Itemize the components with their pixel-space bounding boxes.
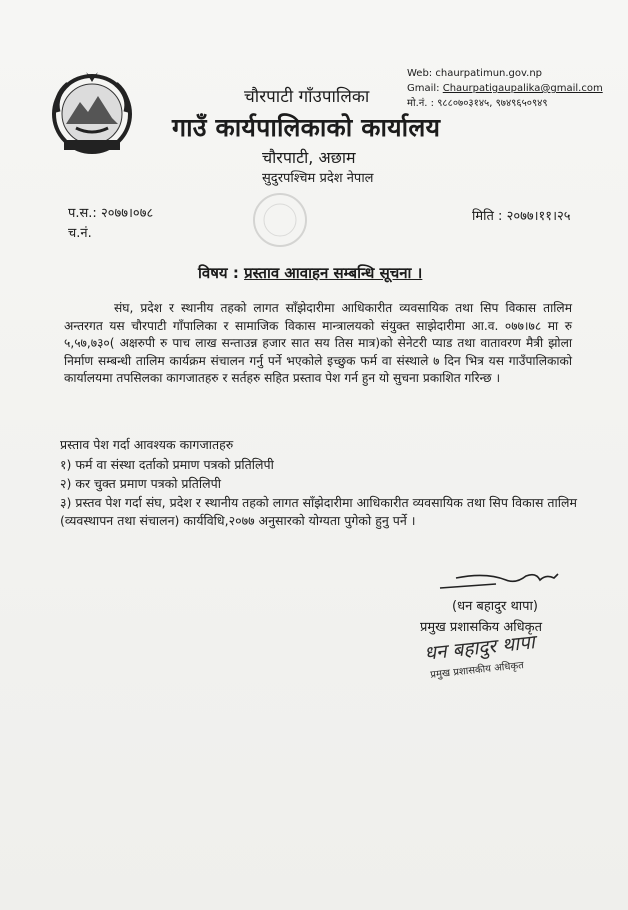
phone-label: मो.नं. : [407,98,438,109]
web-label: Web: [407,68,436,79]
ps-value: २०७७।०७८ [100,206,154,221]
office-title: गाउँ कार्यपालिकाको कार्यालय [172,113,441,142]
faint-stamp-icon [250,190,310,250]
web-link[interactable]: chaurpatimun.gov.np [435,68,543,79]
letter-date [472,206,571,224]
title-stamp: प्रमुख प्रशासकीय अधिकृत [429,660,525,681]
contact-gmail [407,81,603,96]
date-label: मिति : [472,209,503,224]
signatory-title: प्रमुख प्रशासकिय अधिकृत [420,620,543,635]
gmail-label: Gmail: [407,83,443,94]
contact-phone [407,96,603,111]
gmail-link[interactable]: Chaurpatigaupalika@gmail.com [442,83,603,94]
contact-web [407,66,603,81]
signature-icon [436,570,566,594]
office-province: सुदुरपश्चिम प्रदेश नेपाल [262,171,374,186]
subject-text: प्रस्ताव आवाहन सम्बन्धि सूचना । [244,264,423,282]
reference-number [68,203,153,221]
office-place: चौरपाटी, अछाम [262,148,356,167]
ps-label: प.स.: [68,206,97,221]
documents-list-title: प्रस्ताव पेश गर्दा आवश्यक कागजातहरु [60,437,234,452]
notice-body [64,300,572,388]
date-value: २०७७।११।२५ [506,209,571,224]
signatory-name: (धन बहादुर थापा) [452,599,538,614]
list-item: ३) प्रस्तव पेश गर्दा संघ, प्रदेश र स्थानीय तहको लागत साँझेदारीमा आधिकारीत व्यवसायिक तथा सिप विकास तालिम (व्यवस्थापन तथा संचालन) कार्यविधि,२०७७ अनुसारको योग्यता पुगेको हुनु पर्ने । [60,495,577,528]
dispatch-number-label: च.नं. [68,226,92,241]
phone-value: ९८८०७०३१४५, ९७४९६५०९४९ [437,98,548,109]
subject-label: विषय : [198,264,239,282]
name-stamp: धन बहादुर थापा [423,631,536,665]
office-subtitle: चौरपाटी गाँउपालिका [244,87,370,107]
list-item: २) कर चुक्त प्रमाण पत्रको प्रतिलिपी [60,476,221,491]
list-item: १) फर्म वा संस्था दर्ताको प्रमाण पत्रको प्रतिलिपी [60,457,274,472]
nepal-emblem-icon [46,66,138,158]
subject-line [198,263,422,283]
notice-body-text: संघ, प्रदेश र स्थानीय तहको लागत साँझेदारीमा आधिकारीत व्यवसायिक तथा सिप विकास तालिम अन्तरगत यस चौरपाटी गाँपालिका र सामाजिक विकास मान्त्रालयको संयुक्त साझेदारीमा आ.व. ०७७।७८ मा रु ५,५७,७३०( अक्षरुपी रु पाच लाख सन्ताउन्न हजार सात सय तिस मात्र)को सेनेटरी प्याड तथा वातावरण मैत्री झोला निर्माण सम्बन्धी तालिम कार्यक्रम संचालन गर्नु पर्ने भएकोले इच्छुक फर्म वा संस्थाले ७ दिन भित्र यस गाउँपालिकाको कार्यालयमा तपसिलका कागजातहरु र सर्तहरु सहित प्रस्ताव पेश गर्न हुन यो सुचना प्रकाशित गरिन्छ । [64,301,572,386]
contact-block [407,66,603,111]
